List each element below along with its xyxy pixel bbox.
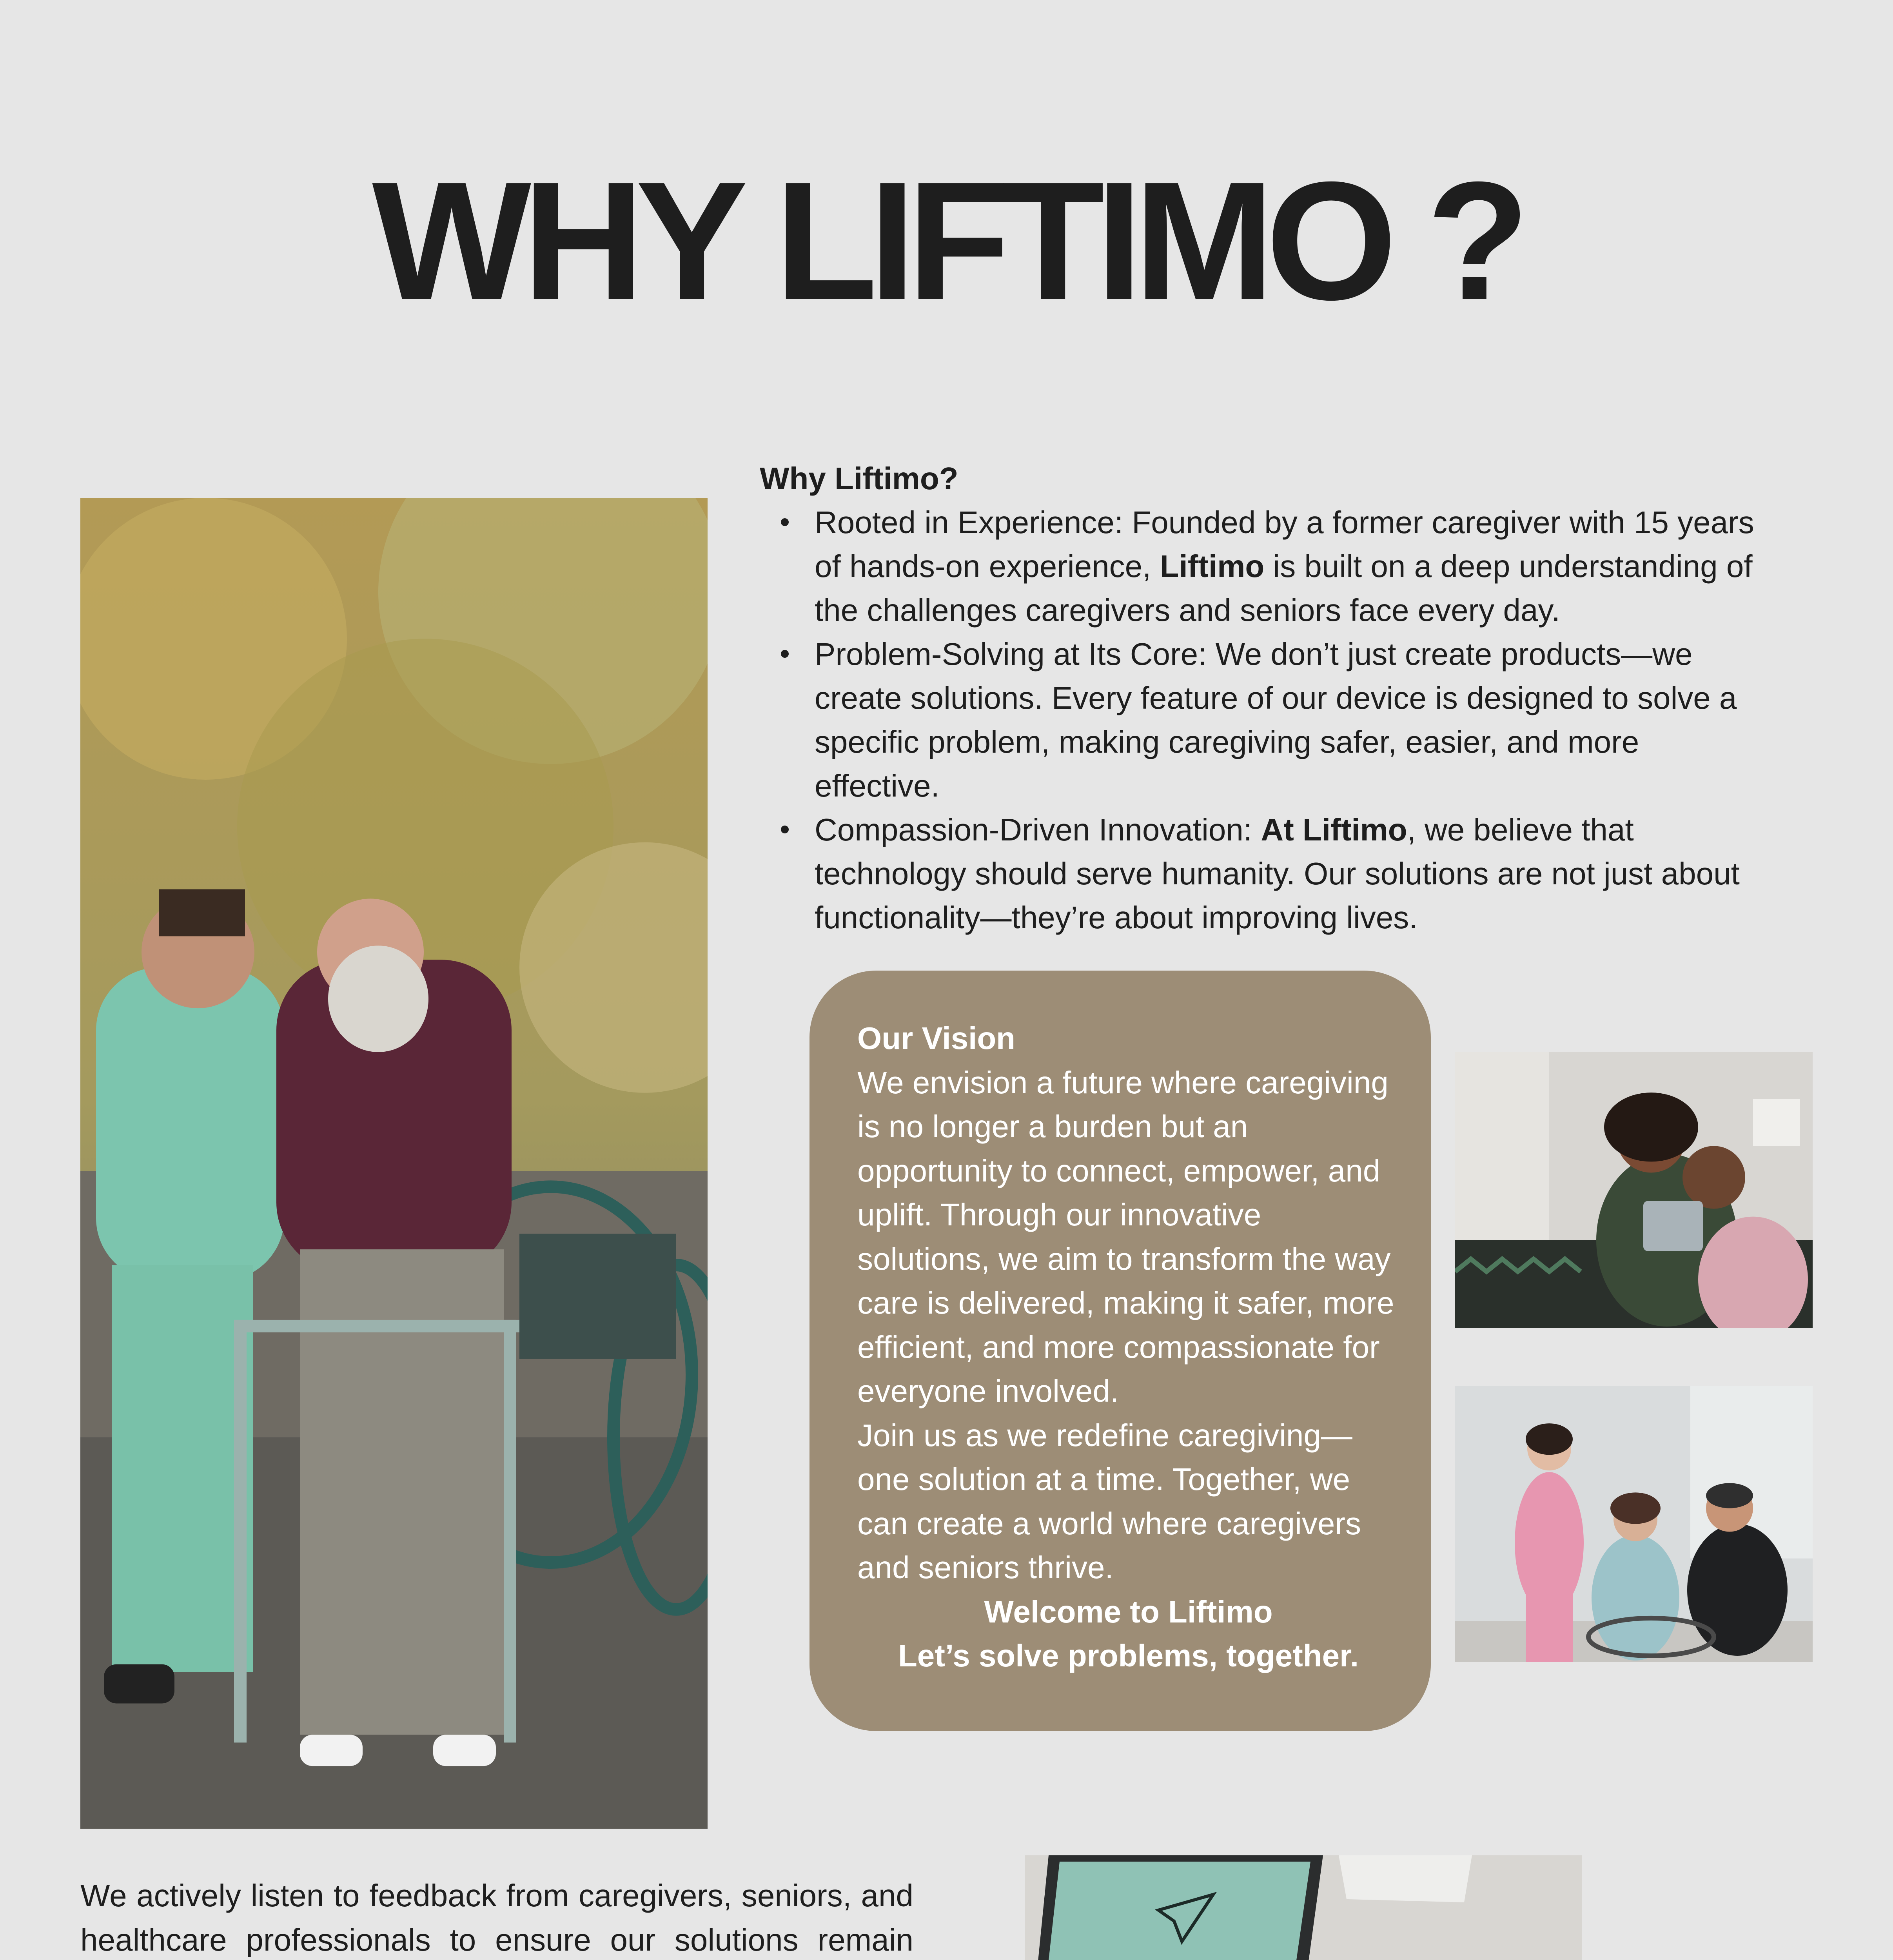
intro-point-bold: Liftimo <box>1160 549 1265 584</box>
intro-point-text: Rooted in Experience: Founded by a former caregiver with 15 years of hands-on experience, <box>815 505 1754 584</box>
intro-heading: Why Liftimo? <box>760 461 958 496</box>
intro-point-text: is built on a deep understanding of the challenges caregivers and seniors face every day. <box>815 549 1753 628</box>
vision-welcome: Welcome to Liftimo <box>984 1594 1273 1629</box>
intro-section <box>760 457 1763 940</box>
intro-list <box>760 501 1763 940</box>
photo-feedback-laptop <box>1025 1855 1582 1960</box>
vision-paragraph: Join us as we redefine caregiving—one solution at a time. Together, we can create a world where caregivers and seniors thrive. <box>857 1417 1361 1585</box>
vision-paragraph: We envision a future where caregiving is no longer a burden but an opportunity to connect, empower, and uplift. Through our innovative solutions, we aim to transform the way care is delivered, making it safer, more efficient, and more compassionate for everyone involved. <box>857 1065 1394 1408</box>
feedback-paragraph: We actively listen to feedback from caregivers, seniors, and healthcare professionals to ensure our solutions remain <box>80 1878 913 1957</box>
photo-women-with-tablet <box>1455 1052 1813 1328</box>
vision-heading: Our Vision <box>857 1021 1016 1056</box>
vision-card <box>809 971 1431 1731</box>
vision-tagline: Let’s solve problems, together. <box>898 1638 1359 1673</box>
intro-point-bold: At Liftimo <box>1261 812 1407 847</box>
photo-nurse-with-seniors <box>1455 1386 1813 1662</box>
intro-point-problem-solving <box>815 632 1763 808</box>
intro-point-text: Problem-Solving at Its Core: We don’t just create products—we create solutions. Every feature of our device is designed to solve a specific problem, making caregiving safer, easier, and more effective. <box>815 637 1737 803</box>
intro-point-text: Compassion-Driven Innovation: <box>815 812 1261 847</box>
photo-caregiver-with-walker <box>80 498 708 1829</box>
intro-point-experience <box>815 501 1763 632</box>
intro-point-compassion <box>815 808 1763 940</box>
page-title: WHY LIFTIMO ? <box>372 147 1521 335</box>
intro-point-text: , we believe that technology should serve humanity. Our solutions are not just about functionality—they’re about improving lives. <box>815 812 1740 935</box>
